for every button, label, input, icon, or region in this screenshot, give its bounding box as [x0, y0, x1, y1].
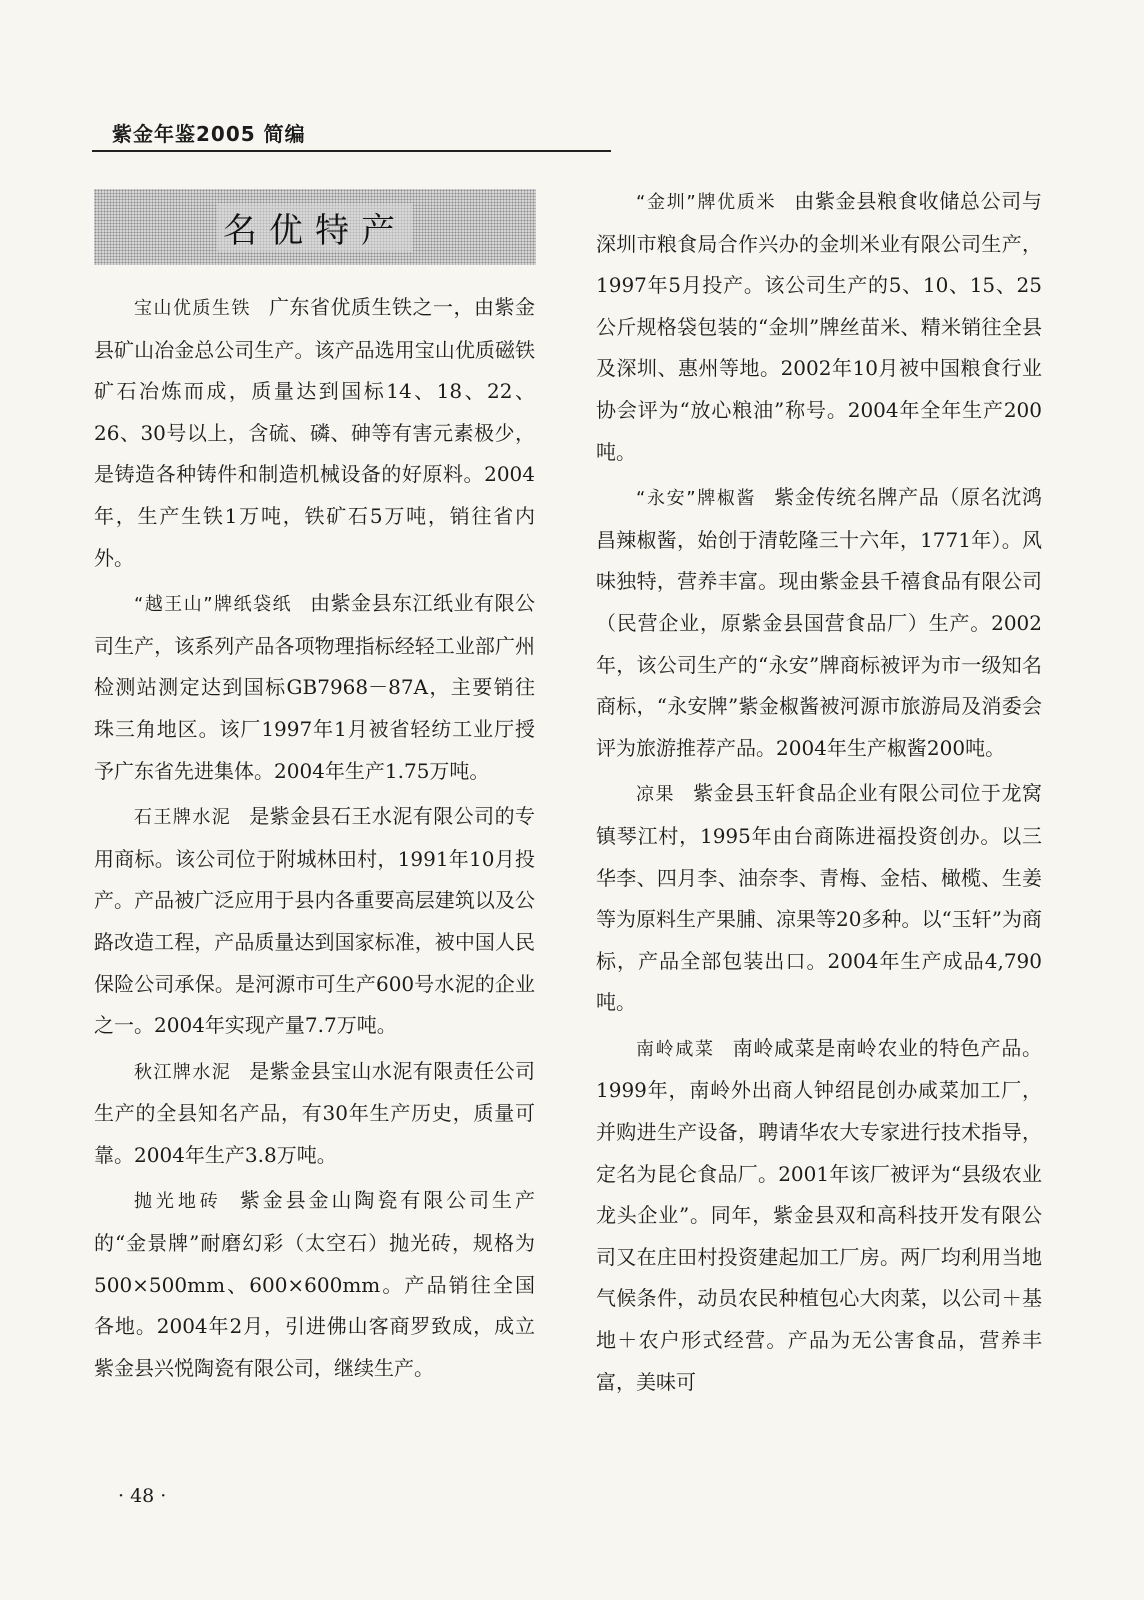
entry-title: “越王山”牌纸袋纸	[134, 594, 293, 616]
entry-yongan-pepper-sauce	[596, 477, 1042, 769]
entry-body: 由紫金县粮食收储总公司与深圳市粮食局合作兴办的金圳米业有限公司生产，1997年5月投产。该公司生产的5、10、15、25公斤规格袋包装的“金圳”牌丝苗米、精米销往全县及深圳、惠州等地。2002年10月被中国粮食行业协会评为“放心粮油”称号。2004年全年生产200吨。	[596, 189, 1043, 464]
entry-body: 紫金县玉轩食品企业有限公司位于龙窝镇琴江村，1995年由台商陈进福投资创办。以三华李、四月李、油奈李、青梅、金桔、橄榄、生姜等为原料生产果脯、凉果等20多种。以“玉轩”为商标，产品全部包装出口。2004年生产成品4,790吨。	[596, 781, 1043, 1015]
entry-baoshan-iron	[94, 287, 535, 579]
header-rule	[92, 150, 611, 152]
entry-body: 是紫金县石王水泥有限公司的专用商标。该公司位于附城林田村，1991年10月投产。产品被广泛应用于县内各重要高层建筑以及公路改造工程，产品质量达到国家标准，被中国人民保险公司承保。是河源市可生产600号水泥的企业之一。2004年实现产量7.7万吨。	[94, 804, 536, 1038]
entry-polished-tiles	[94, 1180, 535, 1389]
entry-body: 紫金传统名牌产品（原名沈鸿昌辣椒酱，始创于清乾隆三十六年，1771年）。风味独特，营养丰富。现由紫金县千禧食品有限公司（民营企业，原紫金县国营食品厂）生产。2002年，该公司生产的“永安”牌商标被评为市一级知名商标，“永安牌”紫金椒酱被河源市旅游局及消委会评为旅游推荐产品。2004年生产椒酱200吨。	[596, 485, 1042, 760]
entry-title: 南岭咸菜	[636, 1038, 715, 1060]
entry-body: 南岭咸菜是南岭农业的特色产品。1999年，南岭外出商人钟绍昆创办咸菜加工厂，并购进生产设备，聘请华农大专家进行技术指导，定名为昆仑食品厂。2001年该厂被评为“县级农业龙头企业”。同年，紫金县双和高科技开发有限公司又在庄田村投资建起加工厂房。两厂均利用当地气候条件，动员农民种植包心大肉菜，以公司＋基地＋农户形式经营。产品为无公害食品，营养丰富，美味可	[596, 1035, 1043, 1394]
entry-title: 凉果	[636, 784, 676, 806]
entry-title: 石王牌水泥	[134, 807, 232, 829]
entry-body: 由紫金县东江纸业有限公司生产，该系列产品各项物理指标经轻工业部广州检测站测定达到国标GB7968－87A，主要销往珠三角地区。该厂1997年1月被省轻纺工业厅授予广东省先进集体。2004年生产1.75万吨。	[94, 591, 535, 783]
entry-title: 宝山优质生铁	[134, 298, 251, 319]
left-column	[94, 287, 535, 1393]
entry-title: “金圳”牌优质米	[636, 192, 777, 213]
entry-qiujiang-cement	[94, 1051, 535, 1177]
entry-title: “永安”牌椒酱	[636, 488, 757, 510]
running-header: 紫金年鉴2005 简编	[112, 122, 306, 146]
entry-body: 广东省优质生铁之一，由紫金县矿山冶金总公司生产。该产品选用宝山优质磁铁矿石冶炼而成，质量达到国标14、18、22、26、30号以上，含硫、磷、砷等有害元素极少，是铸造各种铸件和制造机械设备的好原料。2004年，生产生铁1万吨，铁矿石5万吨，销往省内外。	[94, 295, 535, 570]
entry-jinzhen-rice	[596, 181, 1042, 473]
entry-shiwang-cement	[94, 796, 535, 1047]
entry-title: 抛光地砖	[134, 1191, 222, 1213]
entry-preserved-fruit	[596, 773, 1042, 1024]
page-number: · 48 ·	[118, 1485, 167, 1507]
section-banner	[94, 189, 536, 265]
entry-yuewangshan-paper	[94, 583, 535, 792]
entry-nanling-pickles	[596, 1028, 1042, 1403]
entry-body: 是紫金县宝山水泥有限责任公司生产的全县知名产品，有30年生产历史，质量可靠。2004年生产3.8万吨。	[94, 1058, 536, 1167]
section-title: 名优特产	[217, 203, 413, 252]
right-column	[596, 181, 1042, 1407]
entry-title: 秋江牌水泥	[134, 1061, 232, 1083]
entry-body: 紫金县金山陶瓷有限公司生产的“金景牌”耐磨幻彩（太空石）抛光砖，规格为500×500mm、600×600mm。产品销往全国各地。2004年2月，引进佛山客商罗致成，成立紫金县兴悦陶瓷有限公司，继续生产。	[94, 1188, 535, 1380]
